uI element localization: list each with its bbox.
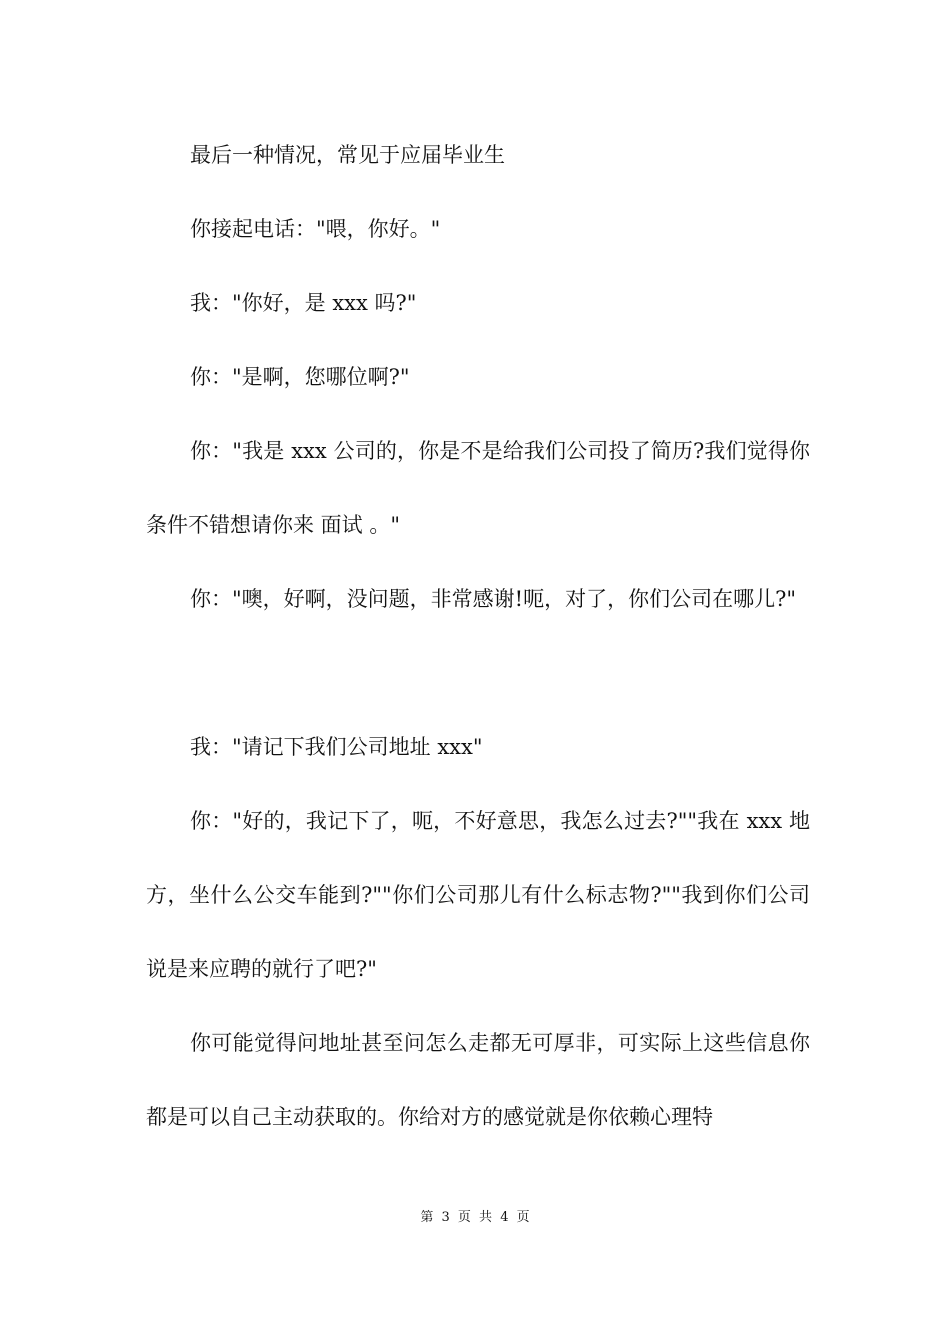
paragraph-8: 你："好的，我记下了，呃，不好意思，我怎么过去?""我在 xxx 地方，坐什么公交车能到?""你们公司那儿有什么标志物?""我到你们公司说是来应聘的就行了吧?"	[146, 809, 810, 981]
paragraph-4: 你："是啊，您哪位啊?"	[190, 365, 410, 389]
page-footer: 第 3 页 共 4 页	[420, 1210, 530, 1225]
paragraph-9: 你可能觉得问地址甚至问怎么走都无可厚非，可实际上这些信息你都是可以自己主动获取的。你给对方的感觉就是你依赖心理特	[146, 1031, 810, 1129]
paragraph-6: 你："噢，好啊，没问题，非常感谢!呃，对了，你们公司在哪儿?"	[190, 587, 797, 611]
paragraph-5: 你："我是 xxx 公司的，你是不是给我们公司投了简历?我们觉得你条件不错想请你来 面试 。"	[146, 439, 810, 537]
paragraph-2: 你接起电话："喂，你好。"	[190, 217, 441, 241]
paragraph-3: 我："你好，是 xxx 吗?"	[190, 291, 417, 315]
paragraph-1: 最后一种情况，常见于应届毕业生	[190, 143, 505, 167]
paragraph-7: 我："请记下我们公司地址 xxx"	[190, 735, 483, 759]
